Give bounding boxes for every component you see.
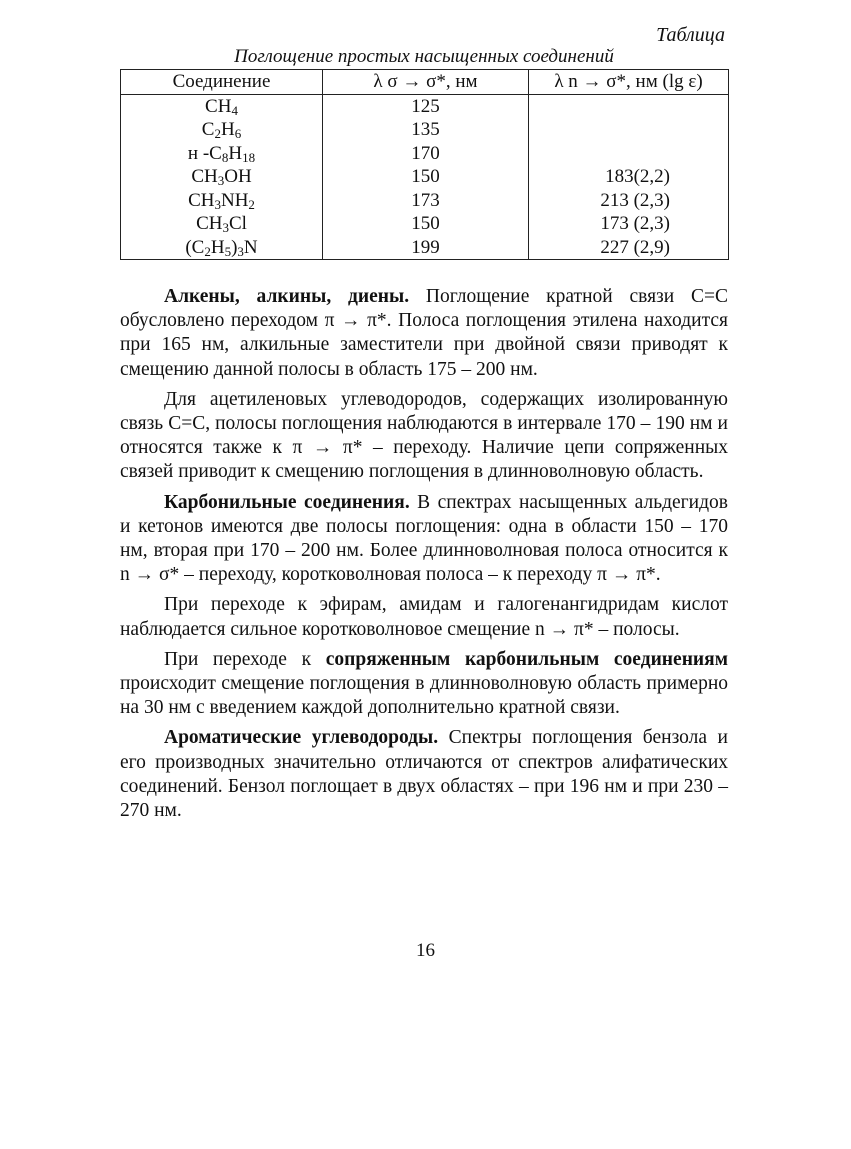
paragraph-aromatics — [120, 726, 728, 823]
paragraph-carbonyls — [120, 491, 728, 588]
n-sigma-star-cell — [529, 118, 729, 142]
n-sigma-star-cell: 227 (2,9) — [529, 236, 729, 260]
paragraph-esters — [120, 593, 728, 641]
table-row — [121, 118, 729, 142]
page-number: 16 — [416, 940, 435, 961]
n-sigma-star-cell — [529, 94, 729, 118]
paragraph-lead: Алкены, алкины, диены. — [164, 286, 410, 307]
table-row — [121, 212, 729, 236]
absorption-table — [120, 69, 729, 260]
table-caption: Поглощение простых насыщенных соединений — [234, 46, 614, 67]
paragraph-text: При переходе к — [164, 648, 326, 670]
compound-cell: н $-C_8H_{18}$ — [121, 142, 323, 166]
compound-cell: $CH_3OH$ — [121, 165, 323, 189]
sigma-sigma-star-cell: 135 — [323, 118, 529, 142]
sigma-sigma-star-cell: 150 — [323, 165, 529, 189]
n-sigma-star-cell — [529, 142, 729, 166]
sigma-sigma-star-cell: 125 — [323, 94, 529, 118]
table-header-row — [121, 70, 729, 95]
compound-cell: $CH_3Cl$ — [121, 212, 323, 236]
sigma-sigma-star-cell: 173 — [323, 189, 529, 213]
sigma-sigma-star-cell: 199 — [323, 236, 529, 260]
compound-cell: $(C_2H_5)_3N$ — [121, 236, 323, 260]
table-row — [121, 236, 729, 260]
paragraph-lead: Карбонильные соединения. — [164, 491, 410, 513]
paragraph-text: Поглощение кратной связи С=С обусловлено переходом π → π*. Полоса поглощения этилена находится при 165 нм, алкильные заместители при двойной связи приводят к смещению данной полосы в область 175 – 200 нм. — [120, 286, 728, 380]
sigma-sigma-star-cell: 150 — [323, 212, 529, 236]
paragraph-bold-term: сопряженным карбонильным соединениям — [325, 648, 728, 670]
table-row — [121, 165, 729, 189]
body-text — [120, 285, 728, 829]
n-sigma-star-cell: 173 (2,3) — [529, 212, 729, 236]
table-row — [121, 142, 729, 166]
compound-cell: $CH_3NH_2$ — [121, 189, 323, 213]
compound-cell: $C_2H_6$ — [121, 118, 323, 142]
column-header: Соединение — [121, 70, 323, 95]
table-row — [121, 189, 729, 213]
paragraph-text: происходит смещение поглощения в длинноволновую область примерно на 30 нм с введением каждой дополнительно кратной связи. — [120, 673, 728, 719]
paragraph-text: Для ацетиленовых углеводородов, содержащих изолированную связь С=С, полосы поглощения наблюдаются в интервале 170 – 190 нм и относятся также к π → π* – переходу. Наличие цепи сопряженных связей приводит к смещению поглощения в длинноволновую область. — [120, 388, 728, 483]
n-sigma-star-cell: 183(2,2) — [529, 165, 729, 189]
paragraph-text: Спектры поглощения бензола и его производных значительно отличаются от спектров алифатических соединений. Бензол поглощает в двух областях – при 196 нм и при 230 – 270 нм. — [120, 727, 728, 822]
compound-cell: $CH_4$ — [121, 94, 323, 118]
paragraph-acetylenes — [120, 388, 728, 485]
paragraph-alkenes — [120, 285, 728, 382]
paragraph-conjugated — [120, 648, 728, 721]
paragraph-text: При переходе к эфирам, амидам и галогенангидридам кислот наблюдается сильное коротковолновое смещение n → π* – полосы. — [120, 594, 728, 640]
sigma-sigma-star-cell: 170 — [323, 142, 529, 166]
column-header: λ n → σ*, нм (lg ε) — [529, 70, 729, 95]
table-label: Таблица — [656, 24, 725, 46]
n-sigma-star-cell: 213 (2,3) — [529, 189, 729, 213]
paragraph-text: В спектрах насыщенных альдегидов и кетонов имеются две полосы поглощения: одна в области 150 – 170 нм, вторая при 170 – 200 нм. Более длинноволновая полоса относится к n → σ* – переходу, коротковолновая полоса – к переходу π → π*. — [120, 491, 728, 586]
paragraph-lead: Ароматические углеводороды. — [164, 727, 439, 749]
column-header: λ σ → σ*, нм — [323, 70, 529, 95]
table-row — [121, 94, 729, 118]
